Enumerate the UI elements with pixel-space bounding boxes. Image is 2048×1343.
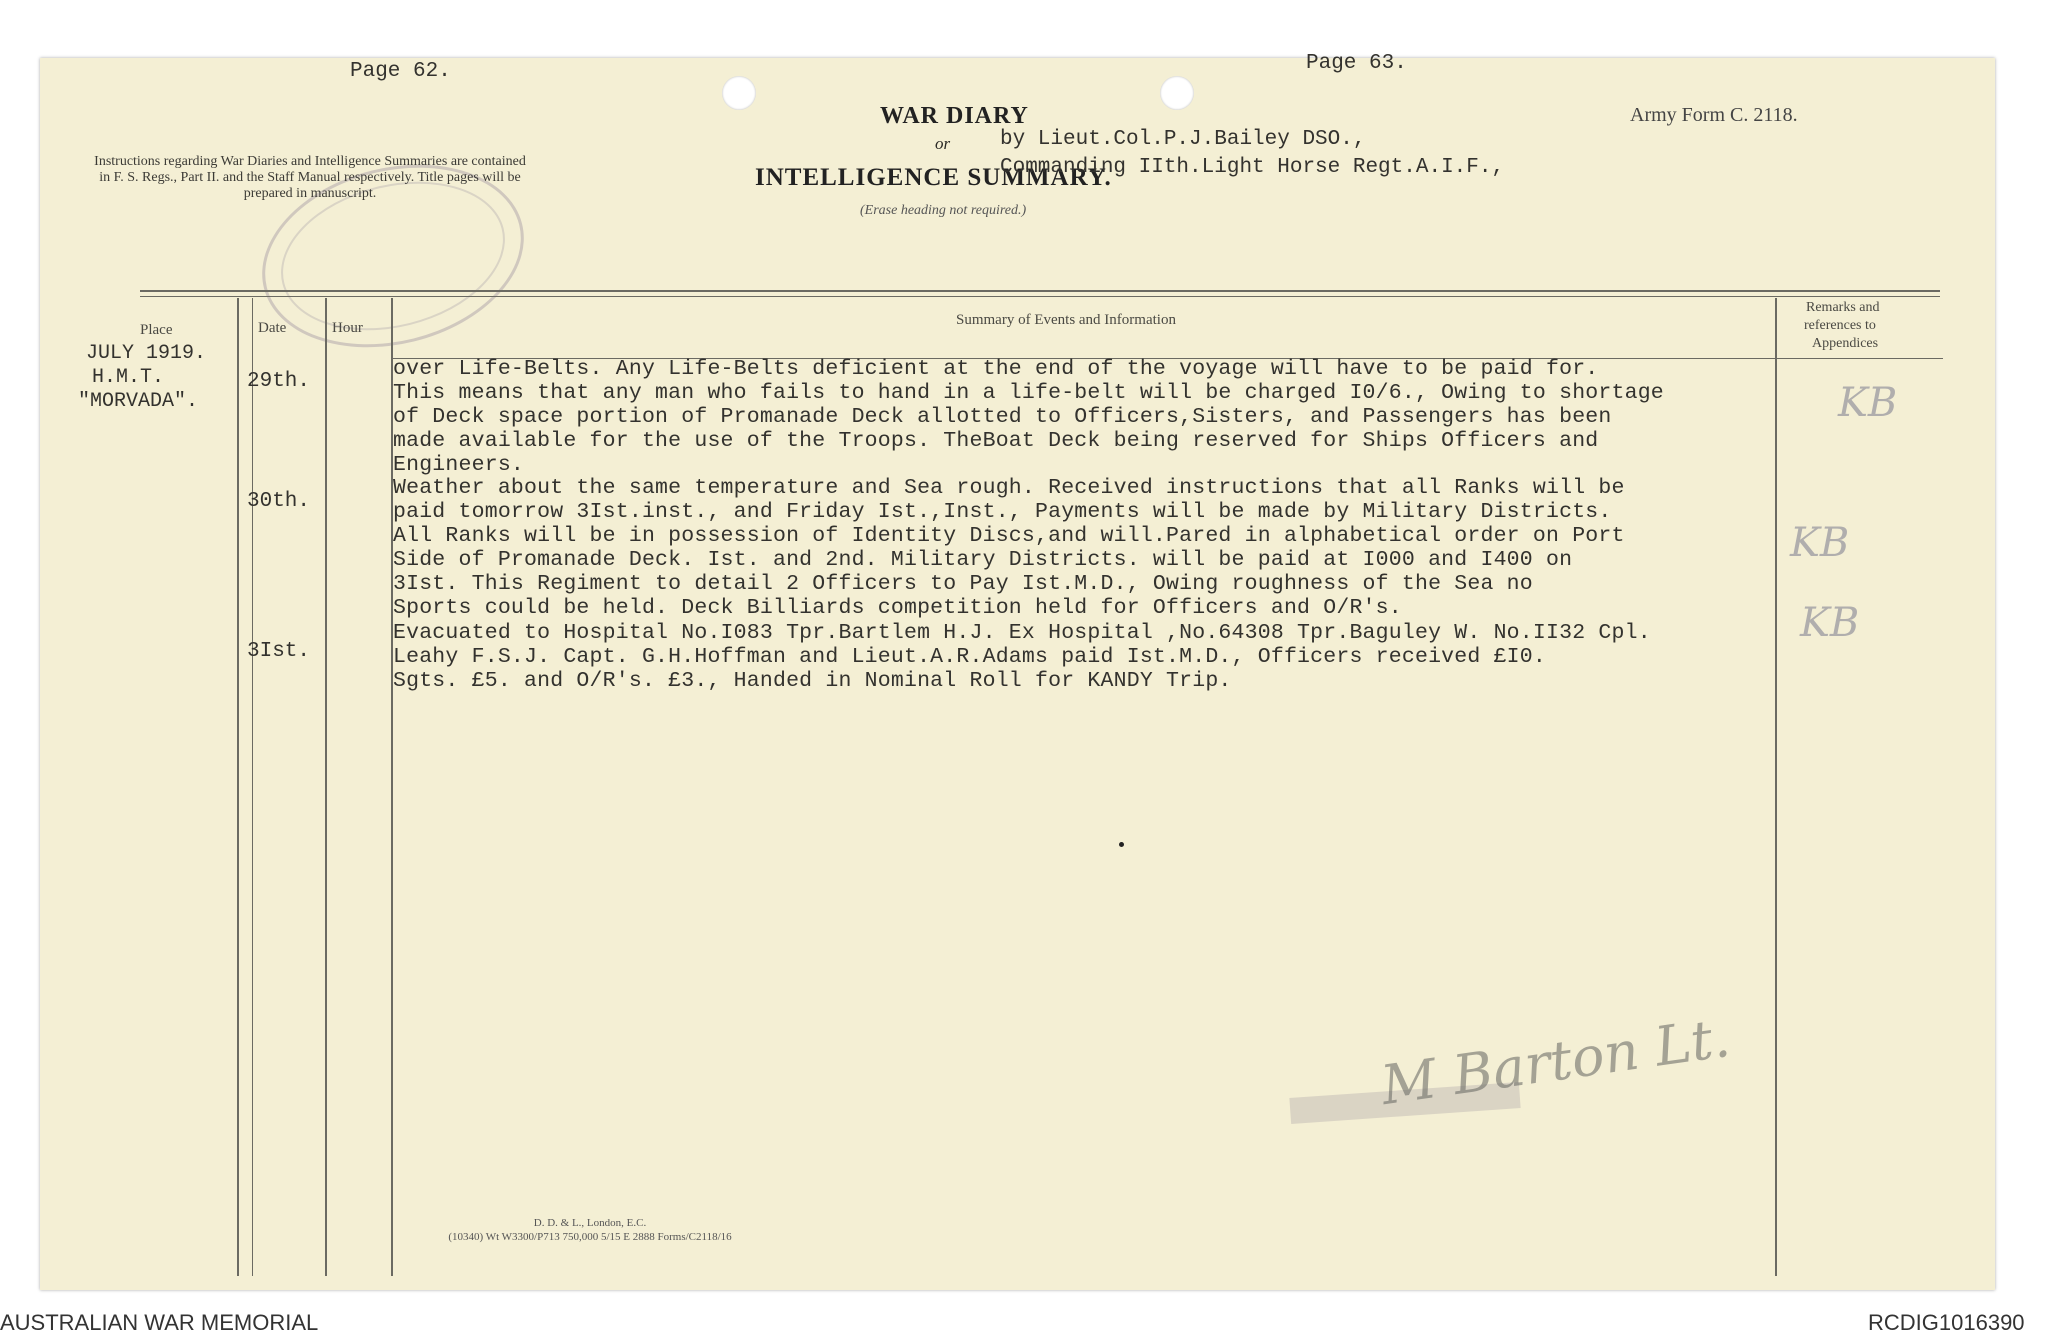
title-intelligence-summary: INTELLIGENCE SUMMARY. [755, 164, 1112, 191]
remarks-initials: KB [1790, 520, 1850, 566]
ink-dot [1119, 842, 1124, 847]
col-rule-remarks [1775, 298, 1777, 1276]
entry-line: paid tomorrow 3Ist.inst., and Friday Ist.,Inst., Payments will be made by Military Districts. [393, 500, 1612, 524]
punch-hole-right [1160, 76, 1194, 110]
entry-line: Sports could be held. Deck Billiards competition held for Officers and O/R's. [393, 596, 1402, 620]
entry-line: Weather about the same temperature and Sea rough. Received instructions that all Ranks will be [393, 476, 1625, 500]
table-top-rule-inner [140, 296, 1940, 297]
punch-hole-left [722, 76, 756, 110]
printer-imprint [420, 1216, 760, 1244]
col-rule-place [237, 298, 239, 1276]
title-or: or [935, 134, 951, 153]
entry-line: Leahy F.S.J. Capt. G.H.Hoffman and Lieut.A.R.Adams paid Ist.M.D., Officers received £I0. [393, 645, 1546, 669]
place-ship-line-1: H.M.T. [92, 366, 165, 389]
entry-line: of Deck space portion of Promanade Deck allotted to Officers,Sisters, and Passengers has been [393, 405, 1612, 429]
page-number-left: Page 62. [350, 60, 451, 83]
army-form-number: Army Form C. 2118. [1630, 104, 1798, 126]
entry-date: 30th. [247, 490, 311, 513]
commander-line-2: Commanding IIth.Light Horse Regt.A.I.F., [1000, 156, 1505, 179]
col-head-remarks-1: Remarks and [1806, 300, 1880, 315]
imprint-line-1: D. D. & L., London, E.C. [533, 1217, 647, 1229]
footer-record-id: RCDIG1016390 [1868, 1310, 2025, 1335]
remarks-initials: KB [1838, 380, 1898, 426]
col-head-remarks-2: references to [1804, 318, 1876, 333]
entry-line: Engineers. [393, 453, 525, 477]
col-head-remarks-3: Appendices [1812, 336, 1879, 351]
entry-date: 3Ist. [247, 640, 311, 663]
table-top-rule [140, 290, 1940, 292]
entry-line: over Life-Belts. Any Life-Belts deficient at the end of the voyage will have to be paid for. [393, 357, 1599, 381]
imprint-line-2: (10340) Wt W3300/P713 750,000 5/15 E 2888 Forms/C2118/16 [448, 1231, 732, 1243]
page-number-right: Page 63. [1306, 52, 1407, 75]
col-head-place: Place [140, 322, 173, 338]
commander-line-1: by Lieut.Col.P.J.Bailey DSO., [1000, 128, 1366, 151]
footer-archive-name: AUSTRALIAN WAR MEMORIAL [0, 1310, 319, 1335]
col-rule-date [325, 298, 327, 1276]
entry-line: made available for the use of the Troops. TheBoat Deck being reserved for Ships Officers and [393, 429, 1599, 453]
place-ship-line-2: "MORVADA". [78, 390, 199, 413]
col-rule-place-inner [252, 298, 253, 1276]
title-war-diary: WAR DIARY [880, 103, 1029, 129]
col-head-date: Date [258, 320, 287, 336]
signature: M Barton Lt. [1377, 1005, 1734, 1118]
entry-line: Sgts. £5. and O/R's. £3., Handed in Nominal Roll for KANDY Trip. [393, 669, 1232, 693]
entry-date: 29th. [247, 370, 311, 393]
col-head-summary: Summary of Events and Information [956, 312, 1176, 328]
entry-line: 3Ist. This Regiment to detail 2 Officers to Pay Ist.M.D., Owing roughness of the Sea no [393, 572, 1533, 596]
place-month: JULY 1919. [86, 342, 207, 365]
col-head-hour: Hour [332, 320, 363, 336]
entry-line: Evacuated to Hospital No.I083 Tpr.Bartlem H.J. Ex Hospital ,No.64308 Tpr.Baguley W. No.II32 Cpl. [393, 621, 1651, 645]
erase-heading-note: (Erase heading not required.) [860, 203, 1027, 218]
entry-line: Side of Promanade Deck. Ist. and 2nd. Military Districts. will be paid at I000 and I400 on [393, 548, 1573, 572]
entry-line: This means that any man who fails to hand in a life-belt will be charged I0/6., Owing to shortage [393, 381, 1664, 405]
remarks-initials: KB [1800, 600, 1860, 646]
instructions-note: Instructions regarding War Diaries and Intelligence Summaries are contained in F. S. Regs., Part II. and the Staff Manual respectively. Title pages will be prepared in manuscript. [94, 154, 526, 201]
entry-line: All Ranks will be in possession of Identity Discs,and will.Pared in alphabetical order on Port [393, 524, 1625, 548]
